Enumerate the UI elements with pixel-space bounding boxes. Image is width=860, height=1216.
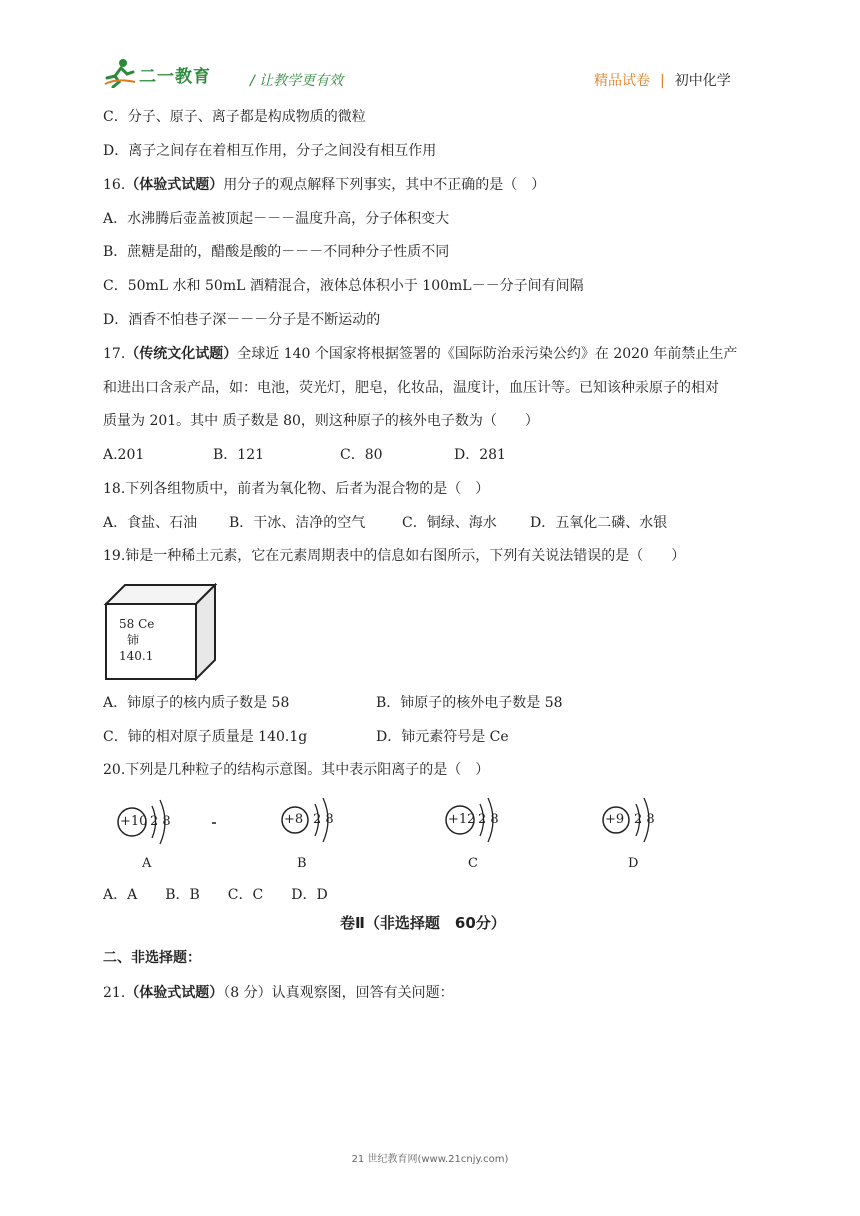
q19-option-a: A．铈原子的核内质子数是 58 bbox=[103, 695, 290, 711]
q18-option-a: A．食盐、石油 bbox=[103, 515, 198, 531]
q17-stem-line2: 和进出口含汞产品，如：电池，荧光灯，肥皂，化妆品，温度计，血压计等。已知该种汞原子的相对 bbox=[103, 380, 719, 396]
atom-c-nucleus: +12 bbox=[448, 812, 476, 827]
q19-option-b: B．铈原子的核外电子数是 58 bbox=[376, 695, 563, 711]
element-mass: 140.1 bbox=[119, 649, 154, 663]
atom-c-shells: 2 8 bbox=[478, 812, 499, 827]
section2-title: 卷Ⅱ（非选择题 60分） bbox=[340, 914, 506, 932]
runner-logo-icon bbox=[103, 58, 137, 88]
q21-stem bbox=[103, 984, 454, 1002]
element-card-text bbox=[119, 616, 183, 664]
q20-stem: 20.下列是几种粒子的结构示意图。其中表示阳离子的是（ ） bbox=[103, 762, 490, 778]
slogan: / 让教学更有效 bbox=[250, 73, 344, 89]
q18-option-c: C．铜绿、海水 bbox=[402, 515, 497, 531]
element-number-symbol: 58 Ce bbox=[119, 617, 155, 631]
q16-option-c: C．50mL 水和 50mL 酒精混合，液体总体积小于 100mL－－分子间有间隔 bbox=[103, 278, 584, 294]
header-separator: | bbox=[660, 73, 665, 89]
header-tag: 精品试卷 bbox=[594, 73, 650, 89]
q19-stem: 19.铈是一种稀土元素，它在元素周期表中的信息如右图所示，下列有关说法错误的是（ ） bbox=[103, 548, 686, 564]
q19-option-c: C．铈的相对原子质量是 140.1g bbox=[103, 729, 308, 745]
atom-diagram-d bbox=[598, 788, 668, 873]
q17-options bbox=[103, 446, 506, 464]
stray-mark bbox=[212, 822, 216, 824]
element-name: 铈 bbox=[127, 633, 140, 647]
q16-option-d: D．酒香不怕巷子深－－－分子是不断运动的 bbox=[103, 312, 381, 328]
q17-option-a: A.201 bbox=[103, 447, 145, 463]
q17-stem-line1 bbox=[103, 345, 737, 363]
q16-text: 用分子的观点解释下列事实，其中不正确的是（ ） bbox=[223, 177, 546, 193]
header-subject: 初中化学 bbox=[674, 73, 731, 89]
atom-b-nucleus: +8 bbox=[284, 812, 304, 827]
q17-number: 17. bbox=[103, 346, 126, 362]
atom-c-label: C bbox=[468, 856, 478, 871]
atom-a-nucleus: +10 bbox=[120, 814, 148, 829]
atom-d-nucleus: +9 bbox=[605, 812, 625, 827]
q21-tag: （体验式试题） bbox=[125, 985, 224, 1001]
q17-stem-line3: 质量为 201。其中 质子数是 80，则这种原子的核外电子数为（ ） bbox=[103, 413, 539, 429]
header-right bbox=[594, 70, 731, 90]
atom-a-shells: 2 8 bbox=[150, 814, 171, 829]
logo-text: 二一教育 bbox=[139, 67, 211, 87]
q17-option-d: D．281 bbox=[454, 447, 506, 463]
logo bbox=[103, 58, 233, 90]
q19-options-row1 bbox=[103, 694, 563, 712]
q15-option-c: C．分子、原子、离子都是构成物质的微粒 bbox=[103, 109, 366, 125]
atom-b-shells: 2 8 bbox=[313, 812, 334, 827]
q15-option-d: D．离子之间存在着相互作用，分子之间没有相互作用 bbox=[103, 143, 437, 159]
atom-diagram-b bbox=[277, 788, 347, 873]
atom-diagram-a bbox=[112, 788, 182, 873]
element-card bbox=[103, 582, 233, 682]
q18-options bbox=[103, 514, 667, 532]
q18-stem: 18.下列各组物质中，前者为氧化物、后者为混合物的是（ ） bbox=[103, 481, 490, 497]
q17-option-c: C．80 bbox=[340, 447, 383, 463]
q17-text1: 全球近 140 个国家将根据签署的《国际防治汞污染公约》在 2020 年前禁止生产 bbox=[237, 346, 738, 362]
q19-options-row2 bbox=[103, 728, 509, 746]
q16-stem bbox=[103, 176, 545, 194]
q19-option-d: D．铈元素符号是 Ce bbox=[376, 729, 509, 745]
q21-text: （8 分）认真观察图，回答有关问题： bbox=[223, 985, 454, 1001]
section2-heading: 二、非选择题： bbox=[103, 950, 201, 966]
q20-options: A．A B．B C．C D．D bbox=[103, 887, 328, 903]
atom-b-label: B bbox=[297, 856, 307, 871]
atom-a-label: A bbox=[142, 856, 152, 871]
q16-number: 16. bbox=[103, 177, 126, 193]
q18-option-b: B．干冰、洁净的空气 bbox=[229, 515, 366, 531]
footer: 21 世纪教育网(www.21cnjy.com) bbox=[351, 1154, 509, 1165]
q17-tag: （传统文化试题） bbox=[125, 346, 238, 362]
q18-option-d: D．五氧化二磷、水银 bbox=[530, 515, 668, 531]
q16-option-a: A．水沸腾后壶盖被顶起－－－温度升高，分子体积变大 bbox=[103, 211, 450, 227]
atom-d-shells: 2 8 bbox=[634, 812, 655, 827]
q16-option-b: B．蔗糖是甜的，醋酸是酸的－－－不同种分子性质不同 bbox=[103, 244, 450, 260]
q17-option-b: B．121 bbox=[213, 447, 265, 463]
atom-diagram-c bbox=[440, 788, 510, 873]
q16-tag: （体验式试题） bbox=[125, 177, 224, 193]
atom-d-label: D bbox=[628, 856, 639, 871]
q21-number: 21. bbox=[103, 985, 126, 1001]
